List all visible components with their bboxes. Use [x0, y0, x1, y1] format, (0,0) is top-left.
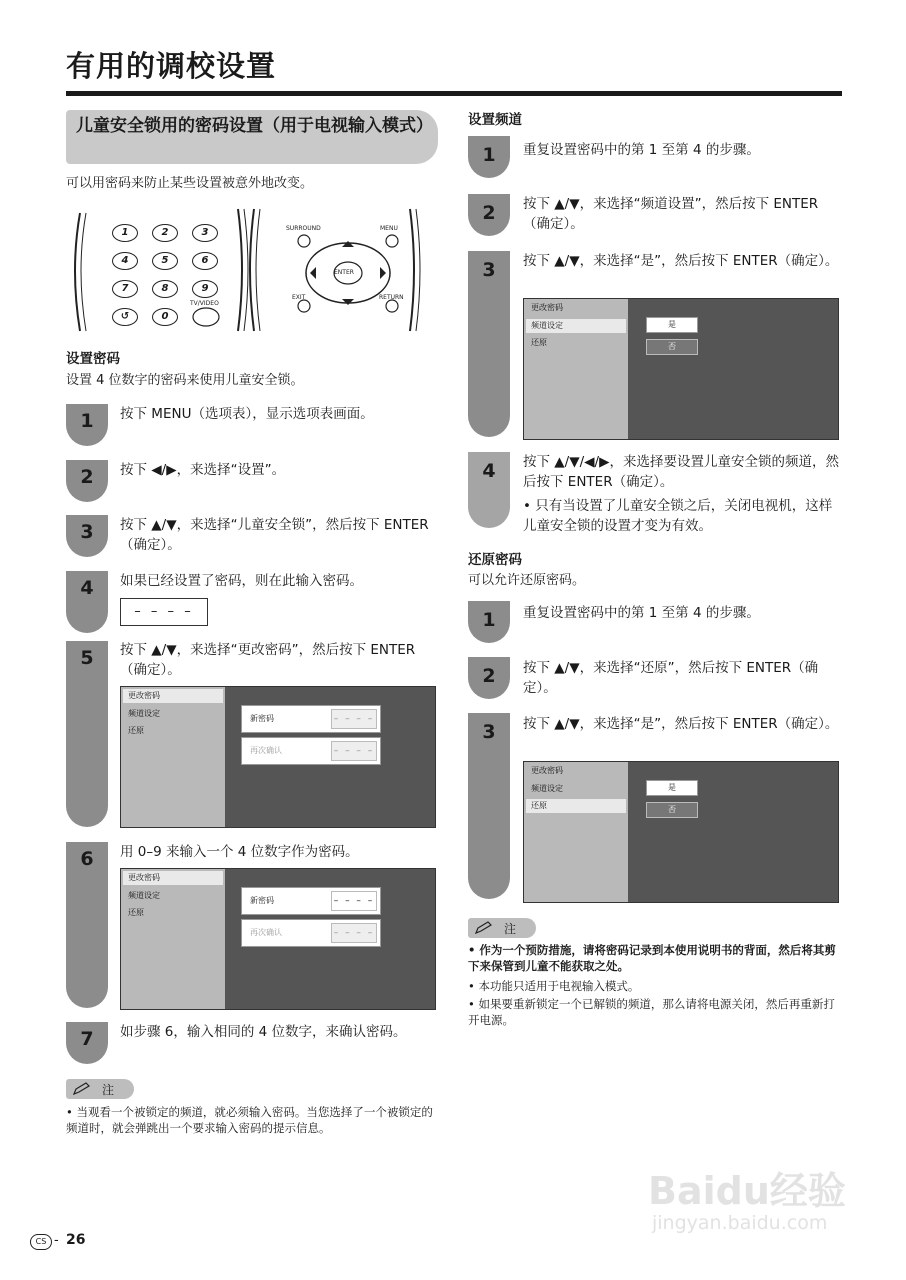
title-rule: [66, 91, 842, 96]
new-password-field: 新密码 – – – –: [241, 887, 381, 915]
menu-item: 更改密码: [531, 303, 563, 312]
page-number: 26: [66, 1232, 86, 1248]
new-password-field: 新密码 – – – –: [241, 705, 381, 733]
remote-key: 9: [192, 280, 218, 298]
section-header: [66, 110, 438, 164]
note-text: • 如果要重新锁定一个已解锁的频道，那么请将电源关闭，然后再重新打开电源。: [468, 997, 835, 1027]
menu-item: 还原: [128, 726, 144, 735]
subsection-title: 还原密码: [468, 552, 522, 568]
menu-label: MENU: [380, 225, 398, 232]
remote-key: 7: [112, 280, 138, 298]
no-option: 否: [646, 339, 698, 355]
subsection-desc: 可以允许还原密码。: [468, 573, 586, 588]
enter-label: ENTER: [334, 269, 354, 276]
watermark-url: jingyan.baidu.com: [652, 1212, 828, 1234]
step-text: 按下 ▲/▼，来选择“是”，然后按下 ENTER（确定）。: [523, 253, 839, 269]
note-text: • 本功能只适用于电视输入模式。: [468, 979, 640, 993]
yes-option: 是: [646, 317, 698, 333]
step-text: 如步骤 6，输入相同的 4 位数字，来确认密码。: [120, 1024, 407, 1040]
menu-item: 更改密码: [123, 689, 223, 703]
menu-item: 还原: [526, 799, 626, 813]
step-text: 按下 MENU（选项表），显示选项表画面。: [120, 406, 374, 422]
section-title: 儿童安全锁用的密码设置（用于电视输入模式）: [76, 116, 433, 136]
osd-menu: [120, 868, 436, 1010]
pencil-icon: [72, 1082, 92, 1096]
confirm-password-field: 再次确认 – – – –: [241, 737, 381, 765]
return-label: RETURN: [379, 294, 404, 301]
step-text: 按下 ▲/▼，来选择“是”，然后按下 ENTER（确定）。: [523, 716, 839, 732]
step-text: 按下 ▲/▼，来选择“更改密码”，然后按下 ENTER（确定）。: [120, 642, 416, 678]
menu-item: 更改密码: [531, 766, 563, 775]
tvvideo-label: TV/VIDEO: [190, 300, 219, 307]
watermark-logo: Baidu经验: [648, 1169, 846, 1213]
step-text: 重复设置密码中的第 1 至第 4 的步骤。: [523, 142, 760, 158]
step-text: 按下 ▲/▼，来选择“儿童安全锁”，然后按下 ENTER（确定）。: [120, 517, 429, 553]
remote-key: 2: [152, 224, 178, 242]
password-box: – – – –: [120, 598, 208, 626]
step-bullet: • 只有当设置了儿童安全锁之后，关闭电视机，这样儿童安全锁的设置才变为有效。: [523, 498, 833, 534]
pencil-icon: [474, 921, 494, 935]
menu-item: 频道设定: [526, 319, 626, 333]
step-text: 重复设置密码中的第 1 至第 4 的步骤。: [523, 605, 760, 621]
menu-item: 还原: [531, 338, 547, 347]
step-text: 如果已经设置了密码，则在此输入密码。: [120, 573, 363, 589]
step-text: 按下 ▲/▼，来选择“频道设置”，然后按下 ENTER（确定）。: [523, 196, 819, 232]
note-text: • 当观看一个被锁定的频道，就必须输入密码。当您选择了一个被锁定的频道时，就会弹跳出一个要求输入密码的提示信息。: [66, 1105, 433, 1135]
menu-item: 频道设定: [128, 709, 160, 718]
note-tag: 注: [468, 918, 536, 938]
remote-key: 5: [152, 252, 178, 270]
intro-text: 可以用密码来防止某些设置被意外地改变。: [66, 176, 314, 191]
confirm-password-field: 再次确认 – – – –: [241, 919, 381, 947]
osd-menu: [523, 761, 839, 903]
no-option: 否: [646, 802, 698, 818]
subsection-desc: 设置 4 位数字的密码来使用儿童安全锁。: [66, 373, 304, 388]
page-title: 有用的调校设置: [66, 49, 277, 83]
menu-item: 频道设定: [128, 891, 160, 900]
flashback-key: ↺: [112, 308, 138, 326]
remote-key: 3: [192, 224, 218, 242]
remote-key: 4: [112, 252, 138, 270]
step-text: 按下 ▲/▼/◀/▶，来选择要设置儿童安全锁的频道，然后按下 ENTER（确定）。: [523, 454, 839, 490]
step-text: 按下 ▲/▼，来选择“还原”，然后按下 ENTER（确定）。: [523, 660, 819, 696]
remote-key: 6: [192, 252, 218, 270]
step-text: 按下 ◀/▶，来选择“设置”。: [120, 462, 286, 478]
menu-item: 还原: [128, 908, 144, 917]
subsection-title: 设置密码: [66, 351, 120, 367]
exit-label: EXIT: [292, 294, 306, 301]
osd-menu: [523, 298, 839, 440]
remote-key: 8: [152, 280, 178, 298]
remote-key: 1: [112, 224, 138, 242]
osd-menu: [120, 686, 436, 828]
note-tag: 注: [66, 1079, 134, 1099]
lang-badge: CS: [30, 1234, 52, 1250]
surround-label: SURROUND: [286, 225, 321, 232]
note-text: • 作为一个预防措施，请将密码记录到本使用说明书的背面，然后将其剪下来保管到儿童不能获取之处。: [468, 943, 836, 973]
step-text: 用 0–9 来输入一个 4 位数字作为密码。: [120, 844, 359, 860]
remote-key: 0: [152, 308, 178, 326]
menu-item: 更改密码: [123, 871, 223, 885]
yes-option: 是: [646, 780, 698, 796]
menu-item: 频道设定: [531, 784, 563, 793]
subsection-title: 设置频道: [468, 112, 522, 128]
